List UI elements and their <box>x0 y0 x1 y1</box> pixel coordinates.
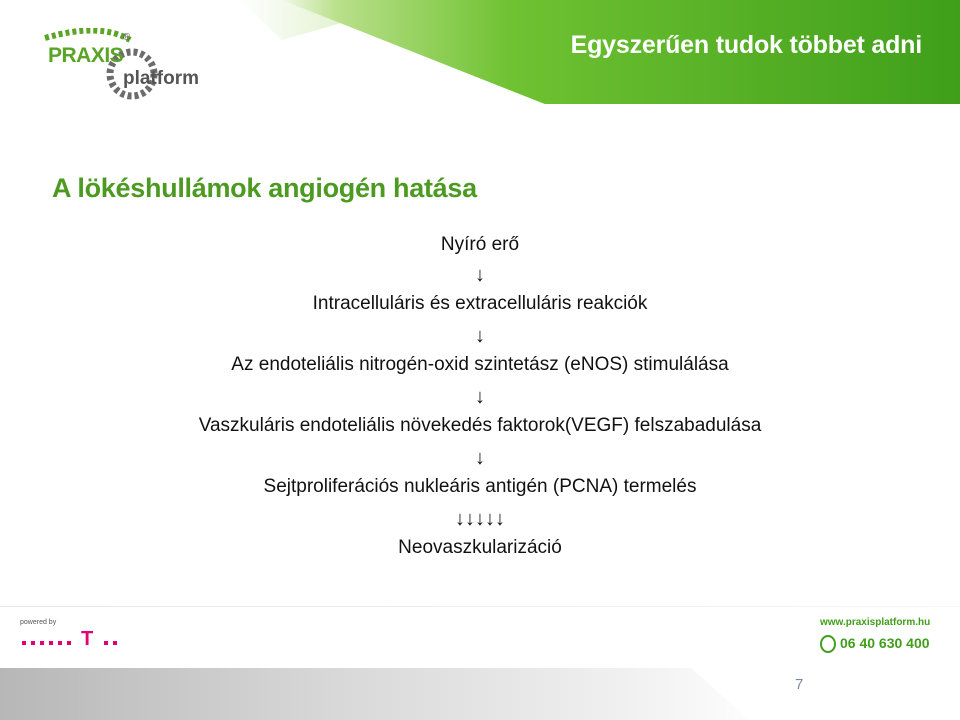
down-arrow-icon: ↓ <box>475 447 485 469</box>
process-flow <box>0 232 960 568</box>
flow-step-pcna: Sejtproliferációs nukleáris antigén (PCNA) termelés <box>263 476 697 497</box>
flow-step-reactions: Intracelluláris és extracelluláris reakciók <box>312 293 648 314</box>
header-tagline: Egyszerűen tudok többet adni <box>570 31 922 59</box>
page-number: 7 <box>795 676 804 693</box>
flow-step-vegf: Vaszkuláris endoteliális növekedés faktorok(VEGF) felszabadulása <box>198 415 762 436</box>
praxis-platform-logo <box>40 28 215 103</box>
phone-icon <box>820 635 836 653</box>
flow-step-neovascularization: Neovaszkularizáció <box>398 537 562 558</box>
footer-divider <box>0 606 960 607</box>
telekom-dots-icon <box>22 630 122 650</box>
multi-down-arrow-icon: ↓↓↓↓↓ <box>455 508 505 530</box>
flow-step-enos: Az endoteliális nitrogén-oxid szintetász (eNOS) stimulálása <box>231 354 729 375</box>
powered-by-label: powered by <box>20 619 57 626</box>
logo-registered-mark: ® <box>123 32 131 43</box>
logo-platform-text: platform <box>123 68 199 89</box>
telekom-t-letter: T <box>81 628 94 650</box>
logo-praxis-text: PRAXIS <box>48 44 124 67</box>
down-arrow-icon: ↓ <box>475 386 485 408</box>
down-arrow-icon: ↓ <box>475 325 485 347</box>
down-arrow-icon: ↓ <box>475 264 485 286</box>
website-link[interactable]: www.praxisplatform.hu <box>820 617 931 628</box>
contact-block <box>820 617 960 662</box>
phone-number: 06 40 630 400 <box>840 635 930 651</box>
flow-step-shear-force: Nyíró erő <box>440 234 520 255</box>
footer-gradient-bar <box>0 668 960 720</box>
slide-title: A lökéshullámok angiogén hatása <box>52 173 477 203</box>
telekom-logo <box>22 630 122 650</box>
